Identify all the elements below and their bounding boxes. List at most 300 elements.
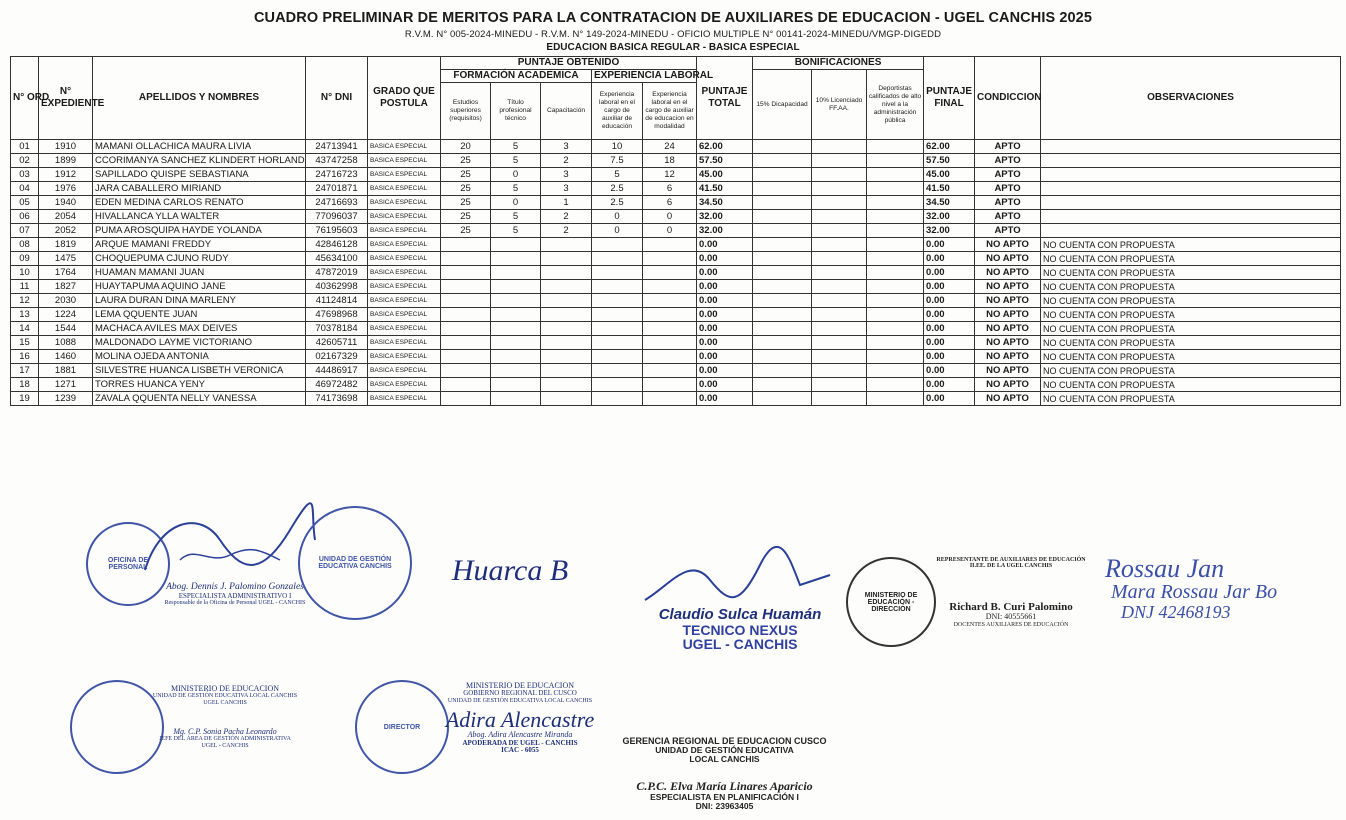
row-discapacidad bbox=[753, 238, 812, 252]
row-discapacidad bbox=[753, 294, 812, 308]
row-discapacidad bbox=[753, 336, 812, 350]
row-puntaje-total: 0.00 bbox=[697, 336, 753, 350]
row-exp-educacion: 0 bbox=[643, 210, 697, 224]
row-capacitacion: 3 bbox=[541, 182, 592, 196]
row-licenciado bbox=[812, 196, 867, 210]
row-capacitacion bbox=[541, 308, 592, 322]
row-grado: BASICA ESPECIAL bbox=[368, 196, 441, 210]
header-exp-educacion: Experiencia laboral en el cargo de auxiliar de educacion en modalidad bbox=[643, 83, 697, 140]
row-estudios: 20 bbox=[441, 140, 491, 154]
row-puntaje-final: 0.00 bbox=[924, 392, 975, 406]
row-expediente: 2052 bbox=[39, 224, 93, 238]
table-row bbox=[11, 364, 1341, 378]
row-deportistas bbox=[867, 182, 924, 196]
row-licenciado bbox=[812, 252, 867, 266]
row-puntaje-total: 0.00 bbox=[697, 294, 753, 308]
row-grado: BASICA ESPECIAL bbox=[368, 308, 441, 322]
row-exp-educacion bbox=[643, 322, 697, 336]
sig3-title: TECNICO NEXUS bbox=[682, 621, 798, 638]
row-discapacidad bbox=[753, 168, 812, 182]
sig6-line1: MINISTERIO DE EDUCACION bbox=[171, 684, 279, 693]
row-ord: 16 bbox=[11, 350, 39, 364]
row-estudios: 25 bbox=[441, 154, 491, 168]
row-exp-educacion: 12 bbox=[643, 168, 697, 182]
row-discapacidad bbox=[753, 224, 812, 238]
row-dni: 74173698 bbox=[306, 392, 368, 406]
stamp-director-text: DIRECTOR bbox=[383, 723, 421, 731]
table-row bbox=[11, 266, 1341, 280]
row-puntaje-final: 0.00 bbox=[924, 266, 975, 280]
row-dni: 77096037 bbox=[306, 210, 368, 224]
row-titulo bbox=[491, 336, 541, 350]
row-puntaje-total: 0.00 bbox=[697, 308, 753, 322]
table-row bbox=[11, 378, 1341, 392]
row-discapacidad bbox=[753, 378, 812, 392]
row-grado: BASICA ESPECIAL bbox=[368, 350, 441, 364]
row-dni: 46972482 bbox=[306, 378, 368, 392]
sig8-name: C.P.C. Elva María Linares Aparicio bbox=[636, 779, 813, 794]
header-puntaje-final: PUNTAJE FINAL bbox=[924, 57, 975, 140]
row-ord: 04 bbox=[11, 182, 39, 196]
row-ord: 11 bbox=[11, 280, 39, 294]
row-expediente: 1910 bbox=[39, 140, 93, 154]
row-capacitacion bbox=[541, 266, 592, 280]
row-exp-educacion bbox=[643, 266, 697, 280]
row-titulo: 0 bbox=[491, 196, 541, 210]
stamp-ugel-canchis bbox=[298, 506, 412, 620]
document-title: CUADRO PRELIMINAR DE MERITOS PARA LA CONTRATACION DE AUXILIARES DE EDUCACION - UGEL CANCHIS 2025 bbox=[253, 10, 1093, 26]
row-licenciado bbox=[812, 364, 867, 378]
row-discapacidad bbox=[753, 392, 812, 406]
signature-scribble-3 bbox=[640, 545, 840, 615]
row-discapacidad bbox=[753, 140, 812, 154]
row-dni: 76195603 bbox=[306, 224, 368, 238]
row-capacitacion bbox=[541, 322, 592, 336]
row-estudios bbox=[441, 378, 491, 392]
sig5-hand3: DNJ 42468193 bbox=[1121, 602, 1231, 623]
row-estudios bbox=[441, 238, 491, 252]
row-dni: 45634100 bbox=[306, 252, 368, 266]
row-discapacidad bbox=[753, 364, 812, 378]
row-nombre: PUMA AROSQUIPA HAYDE YOLANDA bbox=[93, 224, 306, 238]
row-deportistas bbox=[867, 154, 924, 168]
row-capacitacion bbox=[541, 350, 592, 364]
row-deportistas bbox=[867, 294, 924, 308]
sig6-name: Mg. C.P. Sonia Pacha Leonardo bbox=[173, 726, 277, 736]
row-exp-auxiliar: 5 bbox=[592, 168, 643, 182]
row-observaciones bbox=[1041, 154, 1341, 168]
row-licenciado bbox=[812, 336, 867, 350]
row-grado: BASICA ESPECIAL bbox=[368, 210, 441, 224]
row-titulo: 0 bbox=[491, 168, 541, 182]
row-puntaje-final: 62.00 bbox=[924, 140, 975, 154]
row-observaciones: NO CUENTA CON PROPUESTA bbox=[1041, 322, 1341, 336]
row-licenciado bbox=[812, 392, 867, 406]
header-deportistas: Deportistas calificados de alto nivel a la administración pública bbox=[867, 70, 924, 140]
row-nombre: CHOQUEPUMA CJUNO RUDY bbox=[93, 252, 306, 266]
row-capacitacion bbox=[541, 336, 592, 350]
sig7-line1: MINISTERIO DE EDUCACION bbox=[466, 681, 574, 690]
row-estudios bbox=[441, 336, 491, 350]
header-condicion: CONDICCION bbox=[975, 57, 1041, 140]
row-observaciones: NO CUENTA CON PROPUESTA bbox=[1041, 378, 1341, 392]
row-exp-educacion bbox=[643, 350, 697, 364]
row-expediente: 1881 bbox=[39, 364, 93, 378]
row-puntaje-final: 57.50 bbox=[924, 154, 975, 168]
row-observaciones bbox=[1041, 224, 1341, 238]
row-puntaje-final: 0.00 bbox=[924, 364, 975, 378]
row-discapacidad bbox=[753, 280, 812, 294]
row-dni: 43747258 bbox=[306, 154, 368, 168]
header-ord: N° ORD bbox=[11, 57, 39, 140]
row-nombre: EDEN MEDINA CARLOS RENATO bbox=[93, 196, 306, 210]
row-puntaje-total: 0.00 bbox=[697, 392, 753, 406]
row-licenciado bbox=[812, 210, 867, 224]
row-nombre: SAPILLADO QUISPE SEBASTIANA bbox=[93, 168, 306, 182]
row-exp-auxiliar bbox=[592, 350, 643, 364]
table-row bbox=[11, 168, 1341, 182]
row-deportistas bbox=[867, 140, 924, 154]
row-exp-educacion bbox=[643, 392, 697, 406]
row-expediente: 1224 bbox=[39, 308, 93, 322]
row-licenciado bbox=[812, 154, 867, 168]
sig1-name: Abog. Dennis J. Palomino Gonzales bbox=[166, 582, 304, 592]
row-ord: 15 bbox=[11, 336, 39, 350]
row-puntaje-total: 41.50 bbox=[697, 182, 753, 196]
row-puntaje-final: 41.50 bbox=[924, 182, 975, 196]
row-condicion: NO APTO bbox=[975, 266, 1041, 280]
row-nombre: TORRES HUANCA YENY bbox=[93, 378, 306, 392]
row-condicion: APTO bbox=[975, 210, 1041, 224]
row-puntaje-final: 0.00 bbox=[924, 378, 975, 392]
signature-block-3 bbox=[625, 607, 855, 652]
row-grado: BASICA ESPECIAL bbox=[368, 252, 441, 266]
row-capacitacion bbox=[541, 280, 592, 294]
row-titulo bbox=[491, 294, 541, 308]
row-dni: 42605711 bbox=[306, 336, 368, 350]
row-discapacidad bbox=[753, 182, 812, 196]
row-dni: 24716723 bbox=[306, 168, 368, 182]
header-puntaje-total: PUNTAJE TOTAL bbox=[697, 57, 753, 140]
row-expediente: 1475 bbox=[39, 252, 93, 266]
row-exp-auxiliar bbox=[592, 266, 643, 280]
row-titulo bbox=[491, 392, 541, 406]
row-deportistas bbox=[867, 322, 924, 336]
row-titulo: 5 bbox=[491, 210, 541, 224]
section-title: EDUCACION BASICA REGULAR - BASICA ESPECIAL bbox=[546, 42, 800, 53]
row-exp-auxiliar bbox=[592, 238, 643, 252]
sig7-line2: GOBIERNO REGIONAL DEL CUSCO bbox=[463, 689, 577, 698]
row-puntaje-final: 0.00 bbox=[924, 280, 975, 294]
row-exp-auxiliar bbox=[592, 378, 643, 392]
row-condicion: NO APTO bbox=[975, 280, 1041, 294]
row-ord: 10 bbox=[11, 266, 39, 280]
row-observaciones: NO CUENTA CON PROPUESTA bbox=[1041, 308, 1341, 322]
row-condicion: APTO bbox=[975, 224, 1041, 238]
row-grado: BASICA ESPECIAL bbox=[368, 182, 441, 196]
row-puntaje-final: 0.00 bbox=[924, 294, 975, 308]
table-row bbox=[11, 182, 1341, 196]
stamp-director-7 bbox=[355, 680, 449, 774]
row-nombre: CCORIMANYA SANCHEZ KLINDERT HORLAND bbox=[93, 154, 306, 168]
row-ord: 18 bbox=[11, 378, 39, 392]
row-puntaje-total: 45.00 bbox=[697, 168, 753, 182]
row-nombre: MACHACA AVILES MAX DEIVES bbox=[93, 322, 306, 336]
row-grado: BASICA ESPECIAL bbox=[368, 322, 441, 336]
row-grado: BASICA ESPECIAL bbox=[368, 364, 441, 378]
header-nombres: APELLIDOS Y NOMBRES bbox=[93, 57, 306, 140]
row-estudios bbox=[441, 392, 491, 406]
row-exp-auxiliar bbox=[592, 280, 643, 294]
sig7-title: APODERADA DE UGEL - CANCHIS bbox=[462, 738, 578, 747]
row-expediente: 2054 bbox=[39, 210, 93, 224]
row-puntaje-total: 0.00 bbox=[697, 378, 753, 392]
row-nombre: MOLINA OJEDA ANTONIA bbox=[93, 350, 306, 364]
table-row bbox=[11, 252, 1341, 266]
sig4-dni: DNI: 40555661 bbox=[985, 612, 1037, 622]
row-puntaje-total: 0.00 bbox=[697, 266, 753, 280]
row-expediente: 1940 bbox=[39, 196, 93, 210]
row-capacitacion bbox=[541, 294, 592, 308]
table-row bbox=[11, 210, 1341, 224]
row-exp-educacion: 18 bbox=[643, 154, 697, 168]
row-licenciado bbox=[812, 224, 867, 238]
row-puntaje-final: 0.00 bbox=[924, 252, 975, 266]
signature-block-4 bbox=[936, 557, 1086, 628]
row-exp-auxiliar bbox=[592, 336, 643, 350]
row-expediente: 1088 bbox=[39, 336, 93, 350]
row-dni: 70378184 bbox=[306, 322, 368, 336]
row-estudios bbox=[441, 252, 491, 266]
sig1-note: Responsable de la Oficina de Personal UGEL - CANCHIS bbox=[164, 600, 306, 607]
row-grado: BASICA ESPECIAL bbox=[368, 294, 441, 308]
row-titulo bbox=[491, 364, 541, 378]
row-dni: 40362998 bbox=[306, 280, 368, 294]
row-titulo bbox=[491, 322, 541, 336]
row-nombre: JARA CABALLERO MIRIAND bbox=[93, 182, 306, 196]
stamp-oficina-personal-text: OFICINA DE PERSONAL bbox=[107, 557, 149, 571]
row-exp-educacion bbox=[643, 378, 697, 392]
row-condicion: NO APTO bbox=[975, 238, 1041, 252]
row-discapacidad bbox=[753, 308, 812, 322]
signature-block-7 bbox=[440, 682, 600, 754]
row-estudios bbox=[441, 294, 491, 308]
row-nombre: LEMA QQUENTE JUAN bbox=[93, 308, 306, 322]
row-observaciones: NO CUENTA CON PROPUESTA bbox=[1041, 266, 1341, 280]
row-grado: BASICA ESPECIAL bbox=[368, 266, 441, 280]
header-experiencia: EXPERIENCIA LABORAL bbox=[592, 70, 697, 83]
header-bonificaciones: BONIFICACIONES bbox=[753, 57, 924, 70]
row-observaciones bbox=[1041, 196, 1341, 210]
row-exp-educacion bbox=[643, 308, 697, 322]
row-nombre: HUAMAN MAMANI JUAN bbox=[93, 266, 306, 280]
row-estudios: 25 bbox=[441, 168, 491, 182]
sig6-line2: UNIDAD DE GESTIÓN EDUCATIVA LOCAL CANCHIS bbox=[152, 693, 298, 700]
row-condicion: NO APTO bbox=[975, 378, 1041, 392]
sig7-line3: UNIDAD DE GESTIÓN EDUCATIVA LOCAL CANCHIS bbox=[447, 697, 593, 704]
header-grado: GRADO QUE POSTULA bbox=[368, 57, 441, 140]
row-puntaje-total: 0.00 bbox=[697, 252, 753, 266]
row-exp-auxiliar: 2.5 bbox=[592, 182, 643, 196]
stamp-ugel-canchis-text: UNIDAD DE GESTIÓN EDUCATIVA CANCHIS bbox=[318, 556, 392, 570]
row-exp-educacion: 0 bbox=[643, 224, 697, 238]
table-row bbox=[11, 280, 1341, 294]
row-exp-auxiliar bbox=[592, 322, 643, 336]
row-nombre: HIVALLANCA YLLA WALTER bbox=[93, 210, 306, 224]
table-body bbox=[11, 140, 1341, 406]
row-estudios: 25 bbox=[441, 210, 491, 224]
row-exp-auxiliar: 7.5 bbox=[592, 154, 643, 168]
row-titulo bbox=[491, 238, 541, 252]
header-estudios: Estudios superiores (requisitos) bbox=[441, 83, 491, 140]
row-exp-educacion: 6 bbox=[643, 182, 697, 196]
row-exp-educacion: 24 bbox=[643, 140, 697, 154]
row-exp-auxiliar: 10 bbox=[592, 140, 643, 154]
row-condicion: APTO bbox=[975, 196, 1041, 210]
row-exp-educacion: 6 bbox=[643, 196, 697, 210]
sig5-hand2: Mara Rossau Jar Bo bbox=[1111, 581, 1278, 604]
row-dni: 44486917 bbox=[306, 364, 368, 378]
row-dni: 47698968 bbox=[306, 308, 368, 322]
signature-block-8 bbox=[612, 737, 837, 811]
row-expediente: 1764 bbox=[39, 266, 93, 280]
row-dni: 02167329 bbox=[306, 350, 368, 364]
row-exp-educacion bbox=[643, 280, 697, 294]
row-capacitacion: 2 bbox=[541, 210, 592, 224]
row-titulo bbox=[491, 350, 541, 364]
row-puntaje-total: 32.00 bbox=[697, 210, 753, 224]
row-titulo bbox=[491, 252, 541, 266]
row-observaciones: NO CUENTA CON PROPUESTA bbox=[1041, 252, 1341, 266]
row-ord: 08 bbox=[11, 238, 39, 252]
row-puntaje-final: 0.00 bbox=[924, 308, 975, 322]
row-expediente: 1912 bbox=[39, 168, 93, 182]
row-exp-educacion bbox=[643, 336, 697, 350]
table-row bbox=[11, 140, 1341, 154]
row-observaciones bbox=[1041, 140, 1341, 154]
header-dni: N° DNI bbox=[306, 57, 368, 140]
row-exp-auxiliar: 0 bbox=[592, 210, 643, 224]
sig7-hand: Adira Alencastre bbox=[445, 707, 595, 733]
row-estudios: 25 bbox=[441, 182, 491, 196]
sig6-line3: UGEL CANCHIS bbox=[203, 699, 247, 706]
row-puntaje-final: 34.50 bbox=[924, 196, 975, 210]
row-capacitacion: 1 bbox=[541, 196, 592, 210]
sig7-name: Abog. Adira Alencastre Miranda bbox=[467, 730, 573, 740]
header-formacion: FORMACIÓN ACADEMICA bbox=[441, 70, 592, 83]
row-exp-auxiliar bbox=[592, 364, 643, 378]
row-licenciado bbox=[812, 378, 867, 392]
stamp-direccion-text: MINISTERIO DE EDUCACIÓN - DIRECCIÓN bbox=[864, 591, 918, 613]
row-exp-educacion bbox=[643, 364, 697, 378]
row-capacitacion bbox=[541, 252, 592, 266]
row-titulo bbox=[491, 378, 541, 392]
row-licenciado bbox=[812, 280, 867, 294]
stamp-direccion bbox=[846, 557, 936, 647]
row-puntaje-final: 0.00 bbox=[924, 238, 975, 252]
row-exp-auxiliar bbox=[592, 252, 643, 266]
table-row bbox=[11, 196, 1341, 210]
row-ord: 03 bbox=[11, 168, 39, 182]
sig4-line2: II.EE. DE LA UGEL CANCHIS bbox=[969, 563, 1053, 570]
table-row bbox=[11, 308, 1341, 322]
table-row bbox=[11, 294, 1341, 308]
signature-block-5 bbox=[1105, 555, 1335, 622]
table-row bbox=[11, 350, 1341, 364]
row-observaciones: NO CUENTA CON PROPUESTA bbox=[1041, 238, 1341, 252]
row-deportistas bbox=[867, 238, 924, 252]
row-nombre: MAMANI OLLACHICA MAURA LIVIA bbox=[93, 140, 306, 154]
row-condicion: NO APTO bbox=[975, 364, 1041, 378]
row-deportistas bbox=[867, 350, 924, 364]
row-exp-educacion bbox=[643, 294, 697, 308]
row-capacitacion: 2 bbox=[541, 224, 592, 238]
row-expediente: 1899 bbox=[39, 154, 93, 168]
row-grado: BASICA ESPECIAL bbox=[368, 280, 441, 294]
row-condicion: NO APTO bbox=[975, 252, 1041, 266]
sig4-line1: REPRESENTANTE DE AUXILIARES DE EDUCACIÓN bbox=[936, 557, 1086, 563]
row-observaciones: NO CUENTA CON PROPUESTA bbox=[1041, 280, 1341, 294]
row-discapacidad bbox=[753, 350, 812, 364]
row-exp-auxiliar bbox=[592, 308, 643, 322]
row-grado: BASICA ESPECIAL bbox=[368, 154, 441, 168]
row-nombre: HUAYTAPUMA AQUINO JANE bbox=[93, 280, 306, 294]
merit-table bbox=[10, 56, 1341, 406]
sig2-hand-text: Huarca B bbox=[451, 554, 569, 587]
sig8-line3: LOCAL CANCHIS bbox=[689, 754, 760, 765]
row-licenciado bbox=[812, 140, 867, 154]
table-row bbox=[11, 322, 1341, 336]
row-puntaje-total: 0.00 bbox=[697, 238, 753, 252]
row-exp-auxiliar: 0 bbox=[592, 224, 643, 238]
sig8-dni: DNI: 23963405 bbox=[695, 800, 754, 811]
row-ord: 13 bbox=[11, 308, 39, 322]
row-observaciones: NO CUENTA CON PROPUESTA bbox=[1041, 350, 1341, 364]
signature-scribble-1 bbox=[140, 500, 320, 590]
row-discapacidad bbox=[753, 322, 812, 336]
row-capacitacion bbox=[541, 392, 592, 406]
row-deportistas bbox=[867, 266, 924, 280]
header-capacitacion: Capacitación bbox=[541, 83, 592, 140]
row-nombre: ARQUE MAMANI FREDDY bbox=[93, 238, 306, 252]
signature-block-1 bbox=[150, 583, 320, 607]
sig4-title: DOCENTES AUXILIARES DE EDUCACIÓN bbox=[953, 621, 1069, 628]
row-grado: BASICA ESPECIAL bbox=[368, 392, 441, 406]
row-ord: 05 bbox=[11, 196, 39, 210]
row-expediente: 1460 bbox=[39, 350, 93, 364]
row-ord: 17 bbox=[11, 364, 39, 378]
sig5-hand1: Rossau Jan bbox=[1105, 554, 1225, 583]
sig6-org: UGEL - CANCHIS bbox=[201, 742, 249, 749]
sig1-title: ESPECIALISTA ADMINISTRATIVO I bbox=[178, 591, 292, 600]
sig8-line1: GERENCIA REGIONAL DE EDUCACION CUSCO bbox=[622, 736, 827, 746]
sig3-org: UGEL - CANCHIS bbox=[682, 636, 798, 653]
row-licenciado bbox=[812, 322, 867, 336]
row-puntaje-final: 0.00 bbox=[924, 350, 975, 364]
row-exp-educacion bbox=[643, 252, 697, 266]
sig4-name: Richard B. Curi Palomino bbox=[949, 600, 1073, 613]
row-condicion: NO APTO bbox=[975, 308, 1041, 322]
row-deportistas bbox=[867, 392, 924, 406]
row-expediente: 1239 bbox=[39, 392, 93, 406]
sig7-reg: ICAC - 6055 bbox=[501, 745, 539, 754]
row-condicion: APTO bbox=[975, 168, 1041, 182]
header-observaciones: OBSERVACIONES bbox=[1041, 57, 1341, 140]
row-exp-auxiliar bbox=[592, 392, 643, 406]
row-observaciones: NO CUENTA CON PROPUESTA bbox=[1041, 336, 1341, 350]
row-nombre: ZAVALA QQUENTA NELLY VANESSA bbox=[93, 392, 306, 406]
row-capacitacion: 3 bbox=[541, 140, 592, 154]
